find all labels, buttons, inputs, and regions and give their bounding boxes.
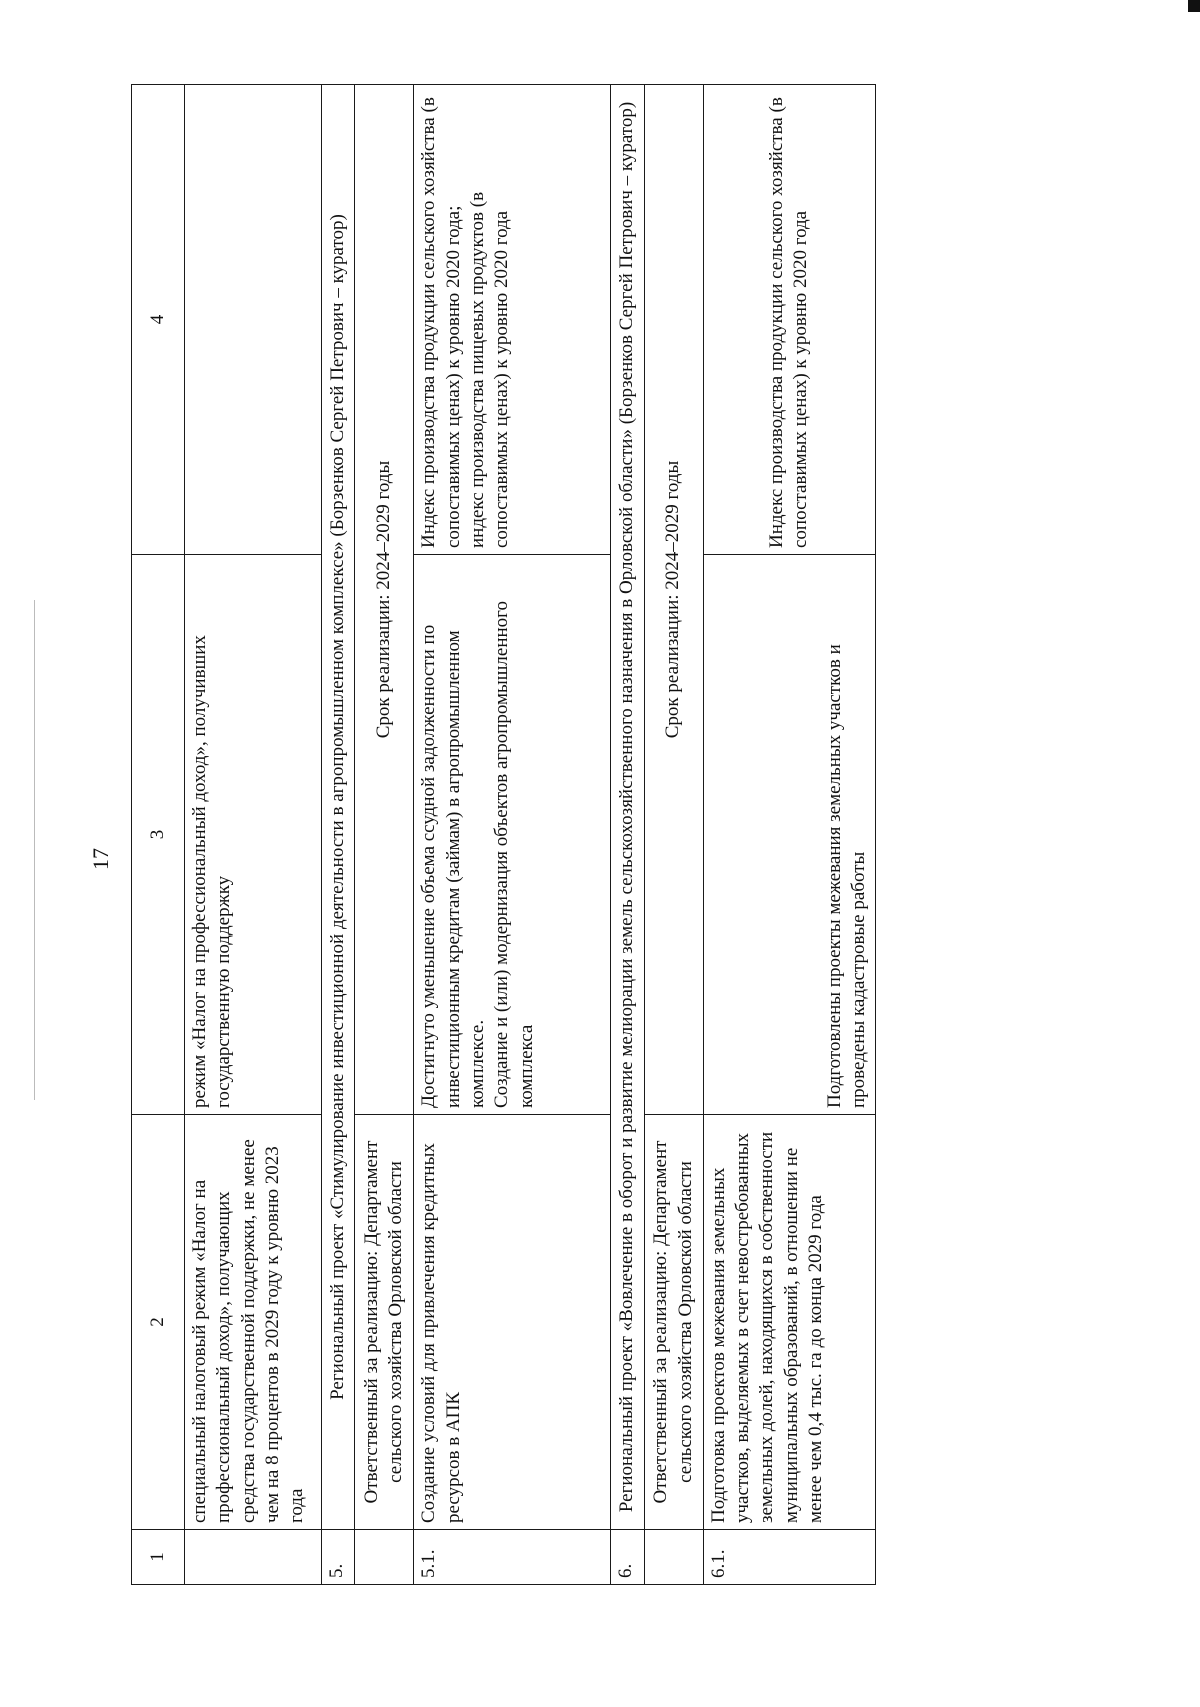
- project-5-title-row: [322, 85, 355, 1585]
- header-col-2: 2: [132, 1115, 185, 1530]
- rotated-table-container: [131, 85, 1001, 1585]
- table-row-5-1: [414, 85, 611, 1585]
- header-col-3: 3: [132, 555, 185, 1115]
- row-number: [185, 1530, 322, 1585]
- row-number: 6.1.: [703, 1530, 875, 1585]
- page-number: 17: [88, 848, 113, 870]
- table-header-row: [132, 85, 185, 1585]
- result-description: Достигнуто уменьшение объема ссудной задолженности по инвестиционным кредитам (займам) в агропромышленном комплексе. Создание и (или) модернизация объектов агропромышленного комплекса: [414, 555, 611, 1115]
- project-5-period: Срок реализации: 2024–2029 годы: [355, 85, 414, 1115]
- header-col-1: 1: [132, 1530, 185, 1585]
- table-wrapper: [131, 85, 1001, 1585]
- project-5-number: 5.: [322, 1530, 355, 1585]
- table-row-6-1: [703, 85, 875, 1585]
- row-number: 5.1.: [414, 1530, 611, 1585]
- scan-artifact-mark: [1188, 0, 1200, 12]
- indicator-description: Индекс производства продукции сельского хозяйства (в сопоставимых ценах) к уровню 2020 года: [703, 85, 875, 555]
- indicator-description: Индекс производства продукции сельского хозяйства (в сопоставимых ценах) к уровню 2020 года; индекс производства пищевых продуктов (в сопоставимых ценах) к уровню 2020 года: [414, 85, 611, 555]
- project-6-number: 6.: [611, 1530, 644, 1585]
- project-6-responsible-row: [644, 85, 703, 1585]
- project-6-title-row: [611, 85, 644, 1585]
- task-description: Подготовка проектов межевания земельных участков, выделяемых в счет невостребованных земельных долей, находящихся в собственности муниципальных образований, в отношении не менее чем 0,4 тыс. га до конца 2029 года: [703, 1115, 875, 1530]
- header-col-4: 4: [132, 85, 185, 555]
- project-6-title: Региональный проект «Вовлечение в оборот и развитие мелиорации земель сельскохозяйственного назначения в Орловской области» (Борзенков Сергей Петрович – куратор): [611, 85, 644, 1530]
- project-6-period: Срок реализации: 2024–2029 годы: [644, 85, 703, 1115]
- indicator-description: [185, 85, 322, 555]
- result-description: Подготовлены проекты межевания земельных участков и проведены кадастровые работы: [703, 555, 875, 1115]
- project-5-title: Региональный проект «Стимулирование инвестиционной деятельности в агропромышленном комплексе» (Борзенков Сергей Петрович – куратор): [322, 85, 355, 1530]
- task-description: специальный налоговый режим «Налог на профессиональный доход», получающих средства государственной поддержки, не менее чем на 8 процентов в 2029 году к уровню 2023 года: [185, 1115, 322, 1530]
- empty-cell: [644, 1530, 703, 1585]
- project-5-responsible: Ответственный за реализацию: Департамент сельского хозяйства Орловской области: [355, 1115, 414, 1530]
- task-description: Создание условий для привлечения кредитных ресурсов в АПК: [414, 1115, 611, 1530]
- table-row-continuation: [185, 85, 322, 1585]
- empty-cell: [355, 1530, 414, 1585]
- result-description: режим «Налог на профессиональный доход», получивших государственную поддержку: [185, 555, 322, 1115]
- project-5-responsible-row: [355, 85, 414, 1585]
- project-6-responsible: Ответственный за реализацию: Департамент сельского хозяйства Орловской области: [644, 1115, 703, 1530]
- scan-artifact-line: [34, 600, 35, 1100]
- program-table: [131, 84, 876, 1585]
